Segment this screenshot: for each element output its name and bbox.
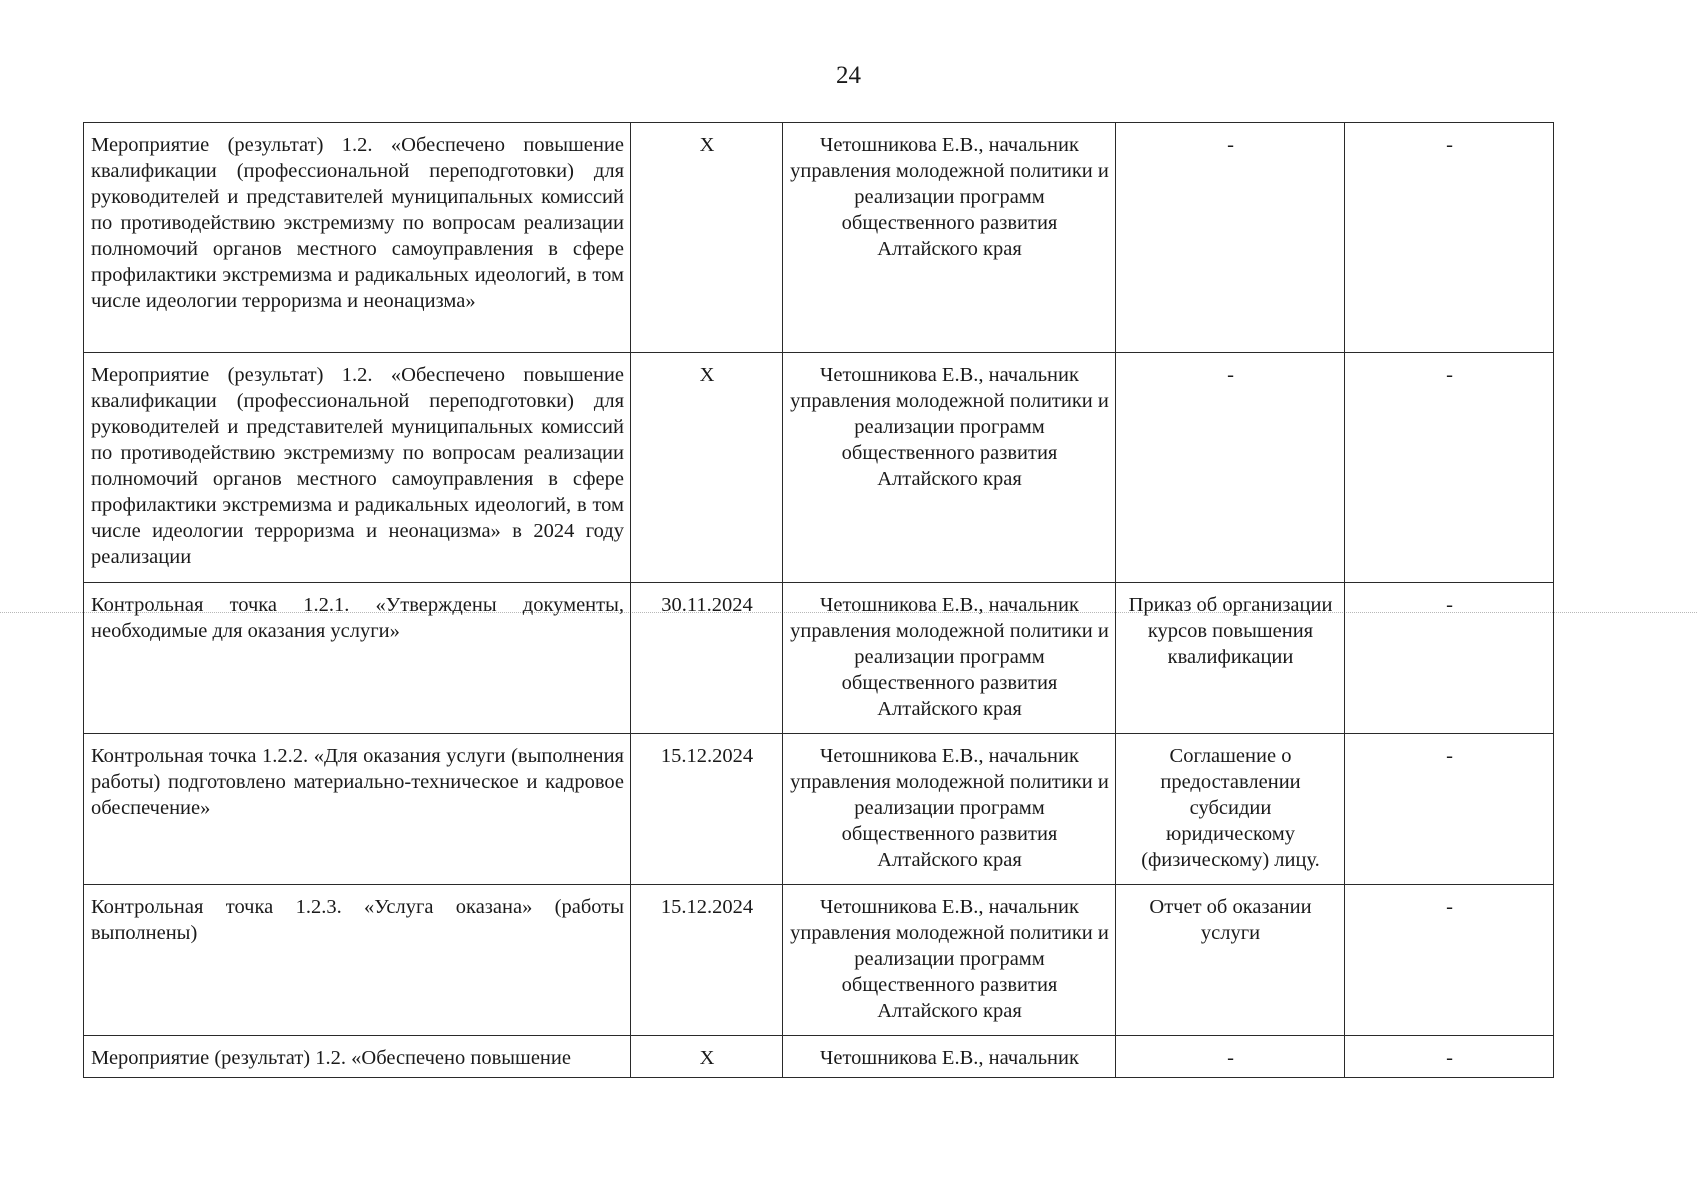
document-cell: Отчет об оказании услуги: [1116, 885, 1345, 1036]
table-row: [84, 353, 1554, 583]
table-row: [84, 1036, 1554, 1078]
deadline-cell: 15.12.2024: [631, 734, 783, 885]
control-point-cell: Контрольная точка 1.2.2. «Для оказания услуги (выполнения работы) подготовлено материально-техническое и кадровое обеспечение»: [84, 734, 631, 885]
document-cell: -: [1116, 353, 1345, 583]
deadline-cell: X: [631, 123, 783, 353]
document-cell: Приказ об организации курсов повышения квалификации: [1116, 583, 1345, 734]
table-row: [84, 734, 1554, 885]
page-number: 24: [836, 62, 861, 89]
responsible-cell: Четошникова Е.В., начальник управления молодежной политики и реализации программ общественного развития Алтайского края: [783, 583, 1116, 734]
event-name-cell: Мероприятие (результат) 1.2. «Обеспечено повышение: [84, 1036, 631, 1078]
note-cell: -: [1345, 583, 1554, 734]
plan-table: [83, 122, 1554, 1078]
note-cell: -: [1345, 885, 1554, 1036]
deadline-cell: 15.12.2024: [631, 885, 783, 1036]
deadline-cell: X: [631, 353, 783, 583]
table-row: [84, 885, 1554, 1036]
note-cell: -: [1345, 734, 1554, 885]
deadline-cell: 30.11.2024: [631, 583, 783, 734]
control-point-cell: Контрольная точка 1.2.1. «Утверждены документы, необходимые для оказания услуги»: [84, 583, 631, 734]
document-cell: -: [1116, 123, 1345, 353]
event-name-cell: Мероприятие (результат) 1.2. «Обеспечено повышение квалификации (профессиональной переподготовки) для руководителей и представителей муниципальных комиссий по противодействию экстремизму по вопросам реализации полномочий органов местного самоуправления в сфере профилактики экстремизма и радикальных идеологий, в том числе идеологии терроризма и неонацизма»: [84, 123, 631, 353]
document-cell: -: [1116, 1036, 1345, 1078]
note-cell: -: [1345, 1036, 1554, 1078]
note-cell: -: [1345, 353, 1554, 583]
responsible-cell: Четошникова Е.В., начальник управления молодежной политики и реализации программ общественного развития Алтайского края: [783, 123, 1116, 353]
responsible-cell: Четошникова Е.В., начальник: [783, 1036, 1116, 1078]
control-point-cell: Контрольная точка 1.2.3. «Услуга оказана» (работы выполнены): [84, 885, 631, 1036]
table-row: [84, 583, 1554, 734]
responsible-cell: Четошникова Е.В., начальник управления молодежной политики и реализации программ общественного развития Алтайского края: [783, 353, 1116, 583]
table-row: [84, 123, 1554, 353]
responsible-cell: Четошникова Е.В., начальник управления молодежной политики и реализации программ общественного развития Алтайского края: [783, 734, 1116, 885]
document-cell: Соглашение о предоставлении субсидии юридическому (физическому) лицу.: [1116, 734, 1345, 885]
responsible-cell: Четошникова Е.В., начальник управления молодежной политики и реализации программ общественного развития Алтайского края: [783, 885, 1116, 1036]
deadline-cell: X: [631, 1036, 783, 1078]
event-name-cell: Мероприятие (результат) 1.2. «Обеспечено повышение квалификации (профессиональной переподготовки) для руководителей и представителей муниципальных комиссий по противодействию экстремизму по вопросам реализации полномочий органов местного самоуправления в сфере профилактики экстремизма и радикальных идеологий, в том числе идеологии терроризма и неонацизма» в 2024 году реализации: [84, 353, 631, 583]
note-cell: -: [1345, 123, 1554, 353]
